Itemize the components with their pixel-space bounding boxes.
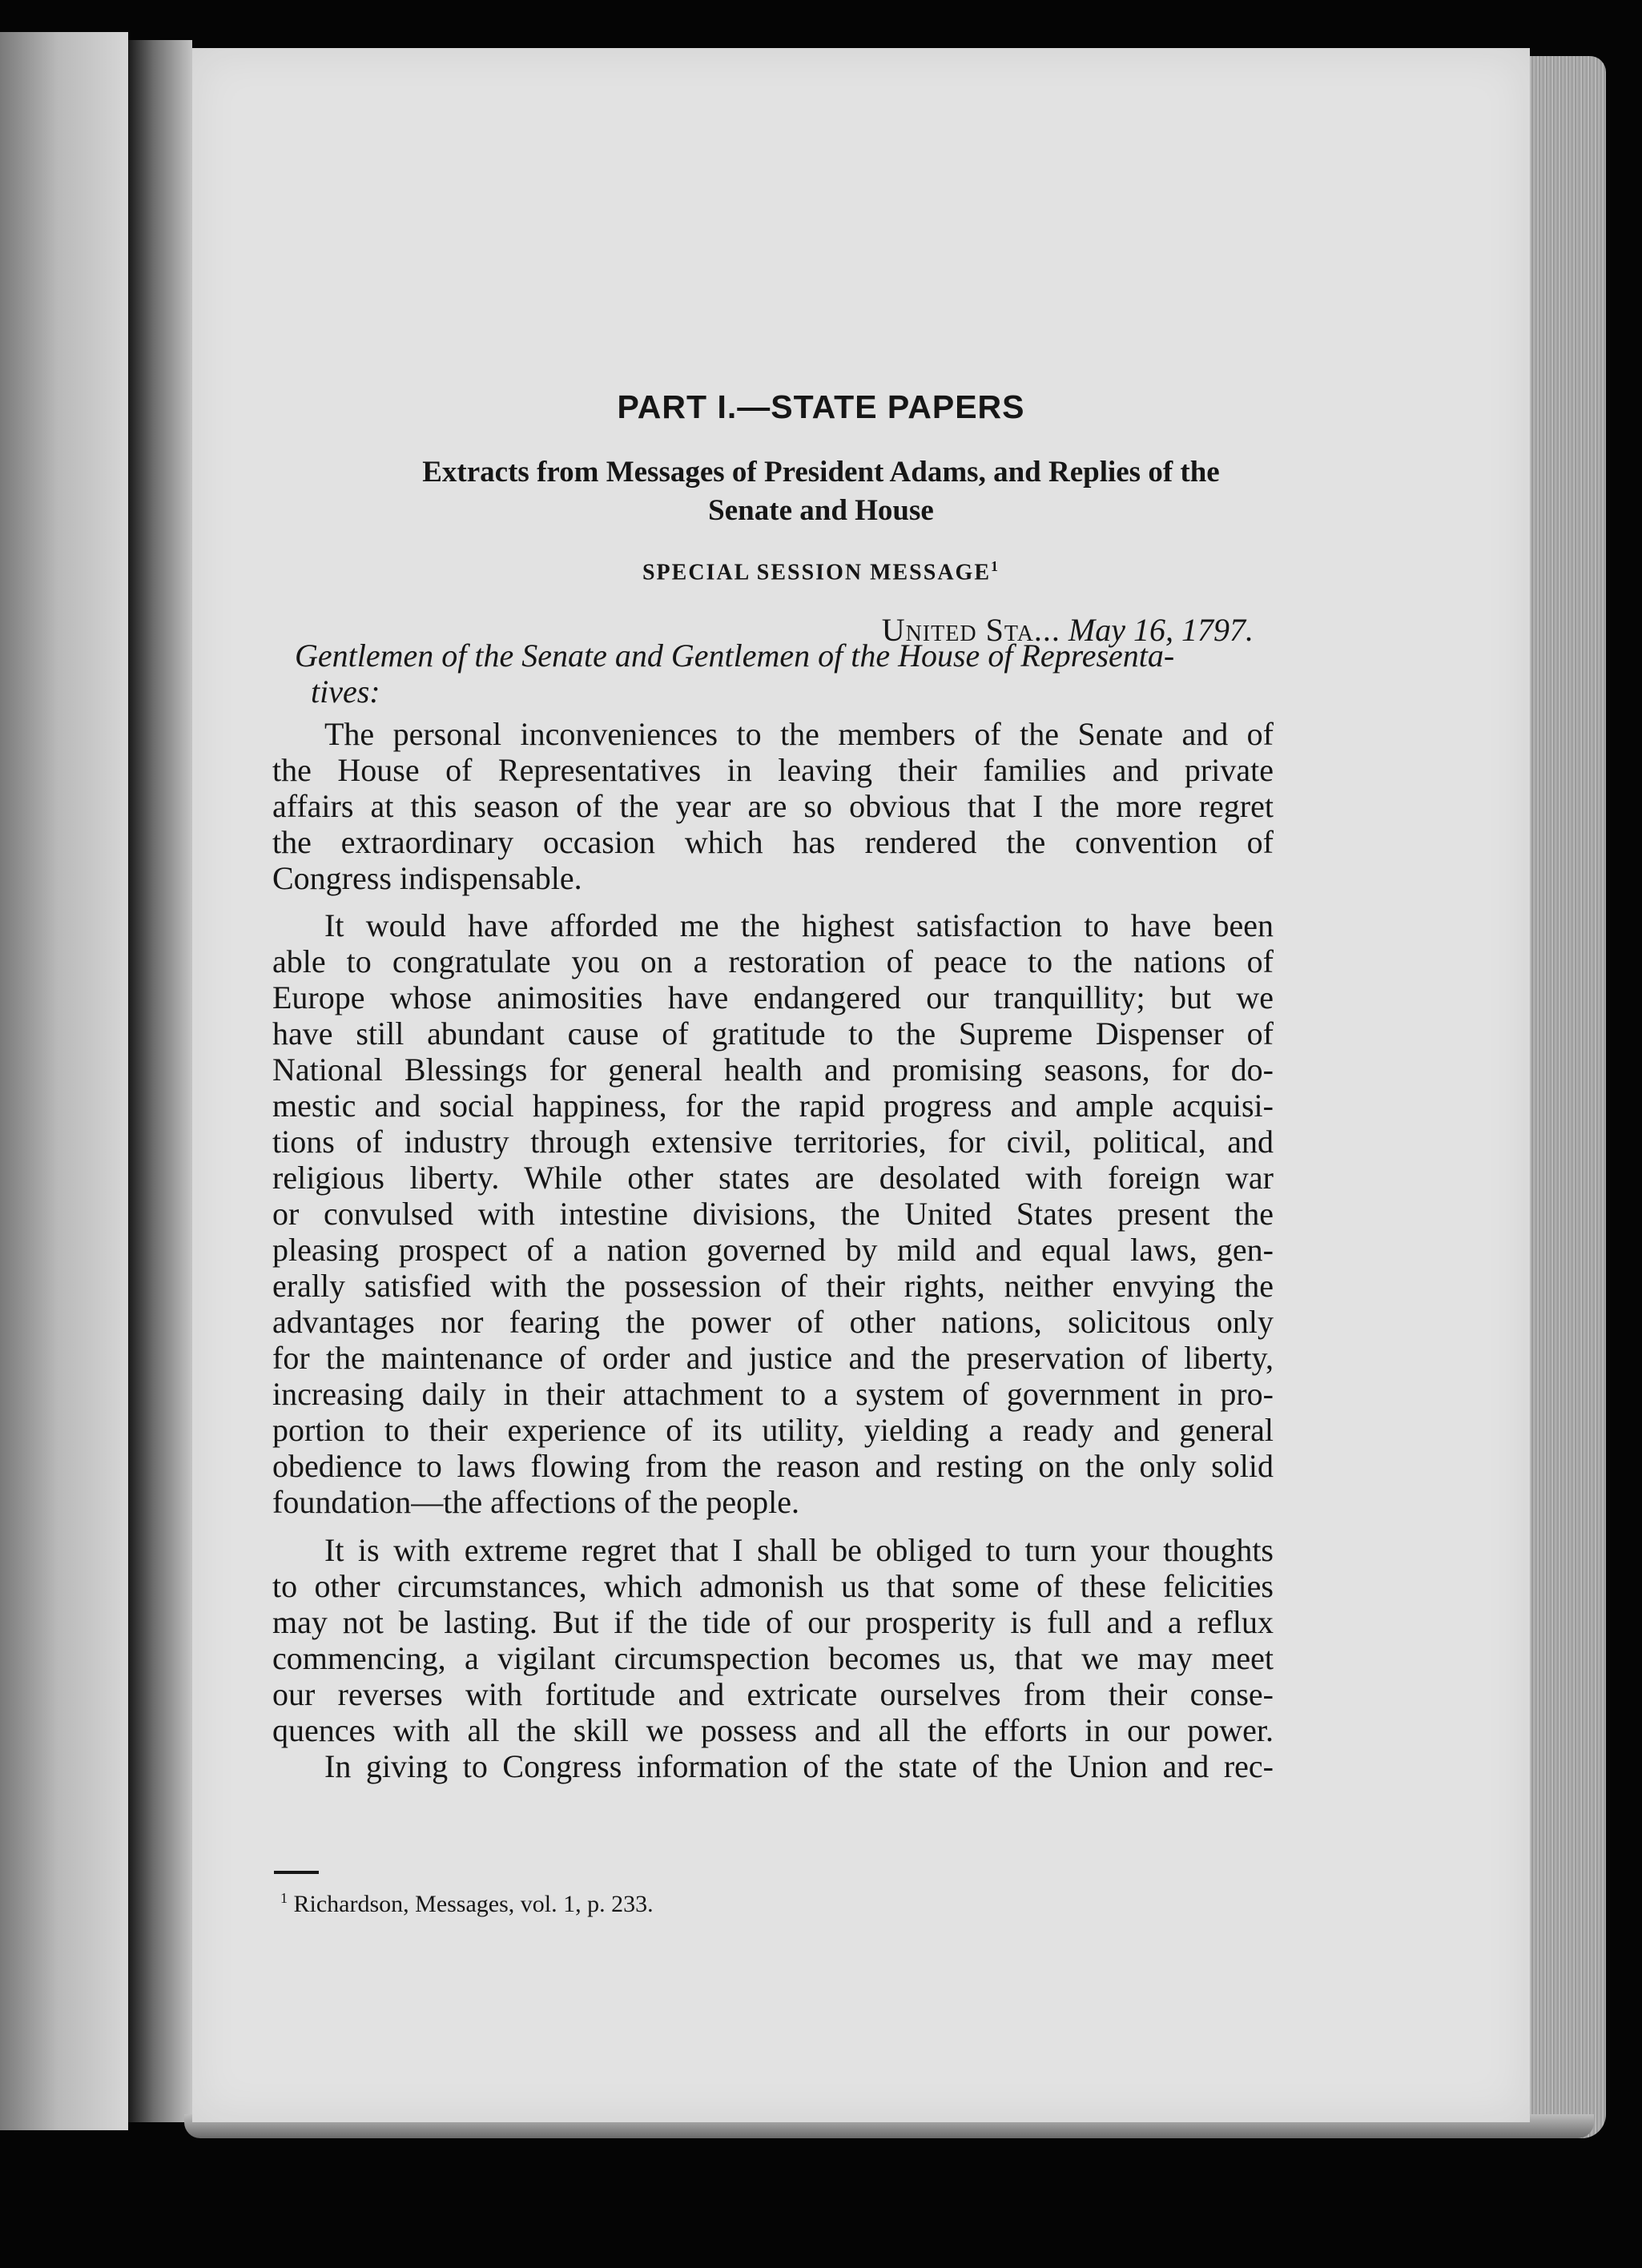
body-line: Europe whose animosities have endangered our tranquillity; but we — [272, 979, 1274, 1015]
body-line: may not be lasting. But if the tide of our prosperity is full and a reflux — [272, 1604, 1274, 1640]
body-line: portion to their experience of its utility, yielding a ready and general — [272, 1412, 1274, 1448]
subtitle-line-1: Extracts from Messages of President Adams, and Replies of the — [422, 456, 1220, 489]
footnote — [280, 1890, 654, 1918]
body-line: the House of Representatives in leaving their families and private — [272, 752, 1274, 788]
subtitle-line-2: Senate and House — [708, 494, 934, 527]
body-line: quences with all the skill we possess and all the efforts in our power. — [272, 1712, 1274, 1748]
body-line: tions of industry through extensive territories, for civil, political, and — [272, 1124, 1274, 1160]
section-title-text: SPECIAL SESSION MESSAGE — [642, 560, 992, 585]
body-line: The personal inconveniences to the members of the Senate and of — [324, 716, 1274, 752]
body-line: our reverses with fortitude and extricate ourselves from their conse- — [272, 1676, 1274, 1712]
body-line: to other circumstances, which admonish us that some of these felicities — [272, 1568, 1274, 1604]
footnote-marker: 1 — [280, 1890, 288, 1906]
body-line: obedience to laws flowing from the reason and resting on the only solid — [272, 1448, 1274, 1484]
body-line: foundation—the affections of the people. — [272, 1484, 799, 1520]
body-line: have still abundant cause of gratitude to the Supreme Dispenser of — [272, 1015, 1274, 1052]
body-line: affairs at this season of the year are so obvious that I the more regret — [272, 788, 1274, 824]
section-title — [0, 558, 1642, 585]
footnote-rule — [274, 1871, 319, 1874]
part-heading: PART I.—STATE PAPERS — [617, 388, 1025, 425]
book-gutter — [128, 40, 192, 2122]
body-line: religious liberty. While other states are desolated with foreign war — [272, 1160, 1274, 1196]
body-line: Congress indispensable. — [272, 860, 582, 896]
body-line: It is with extreme regret that I shall be obliged to turn your thoughts — [324, 1532, 1274, 1568]
body-line: National Blessings for general health and promising seasons, for do- — [272, 1052, 1274, 1088]
body-line: In giving to Congress information of the state of the Union and rec- — [324, 1748, 1274, 1784]
body-line: the extraordinary occasion which has rendered the convention of — [272, 824, 1274, 860]
body-line: erally satisfied with the possession of their rights, neither envying the — [272, 1268, 1274, 1304]
salutation-line-1: Gentlemen of the Senate and Gentlemen of the House of Representa- — [295, 637, 1175, 674]
salutation-line-2: tives: — [311, 674, 380, 710]
body-line: mestic and social happiness, for the rapid progress and ample acquisi- — [272, 1088, 1274, 1124]
body-line: commencing, a vigilant circumspection becomes us, that we may meet — [272, 1640, 1274, 1676]
body-line: It would have afforded me the highest satisfaction to have been — [324, 907, 1274, 943]
dateline-place: United Sta... — [881, 612, 1060, 648]
body-line: able to congratulate you on a restoration of peace to the nations of — [272, 943, 1274, 979]
body-line: pleasing prospect of a nation governed by mild and equal laws, gen- — [272, 1232, 1274, 1268]
body-line: or convulsed with intestine divisions, the United States present the — [272, 1196, 1274, 1232]
left-page-edge — [0, 32, 128, 2130]
body-line: advantages nor fearing the power of other nations, solicitous only — [272, 1304, 1274, 1340]
body-line: increasing daily in their attachment to a system of government in pro- — [272, 1376, 1274, 1412]
body-line: for the maintenance of order and justice and the preservation of liberty, — [272, 1340, 1274, 1376]
footnote-text: Richardson, Messages, vol. 1, p. 233. — [293, 1891, 654, 1917]
footnote-reference: 1 — [991, 558, 1000, 574]
dateline-date: May 16, 1797. — [1068, 612, 1254, 648]
